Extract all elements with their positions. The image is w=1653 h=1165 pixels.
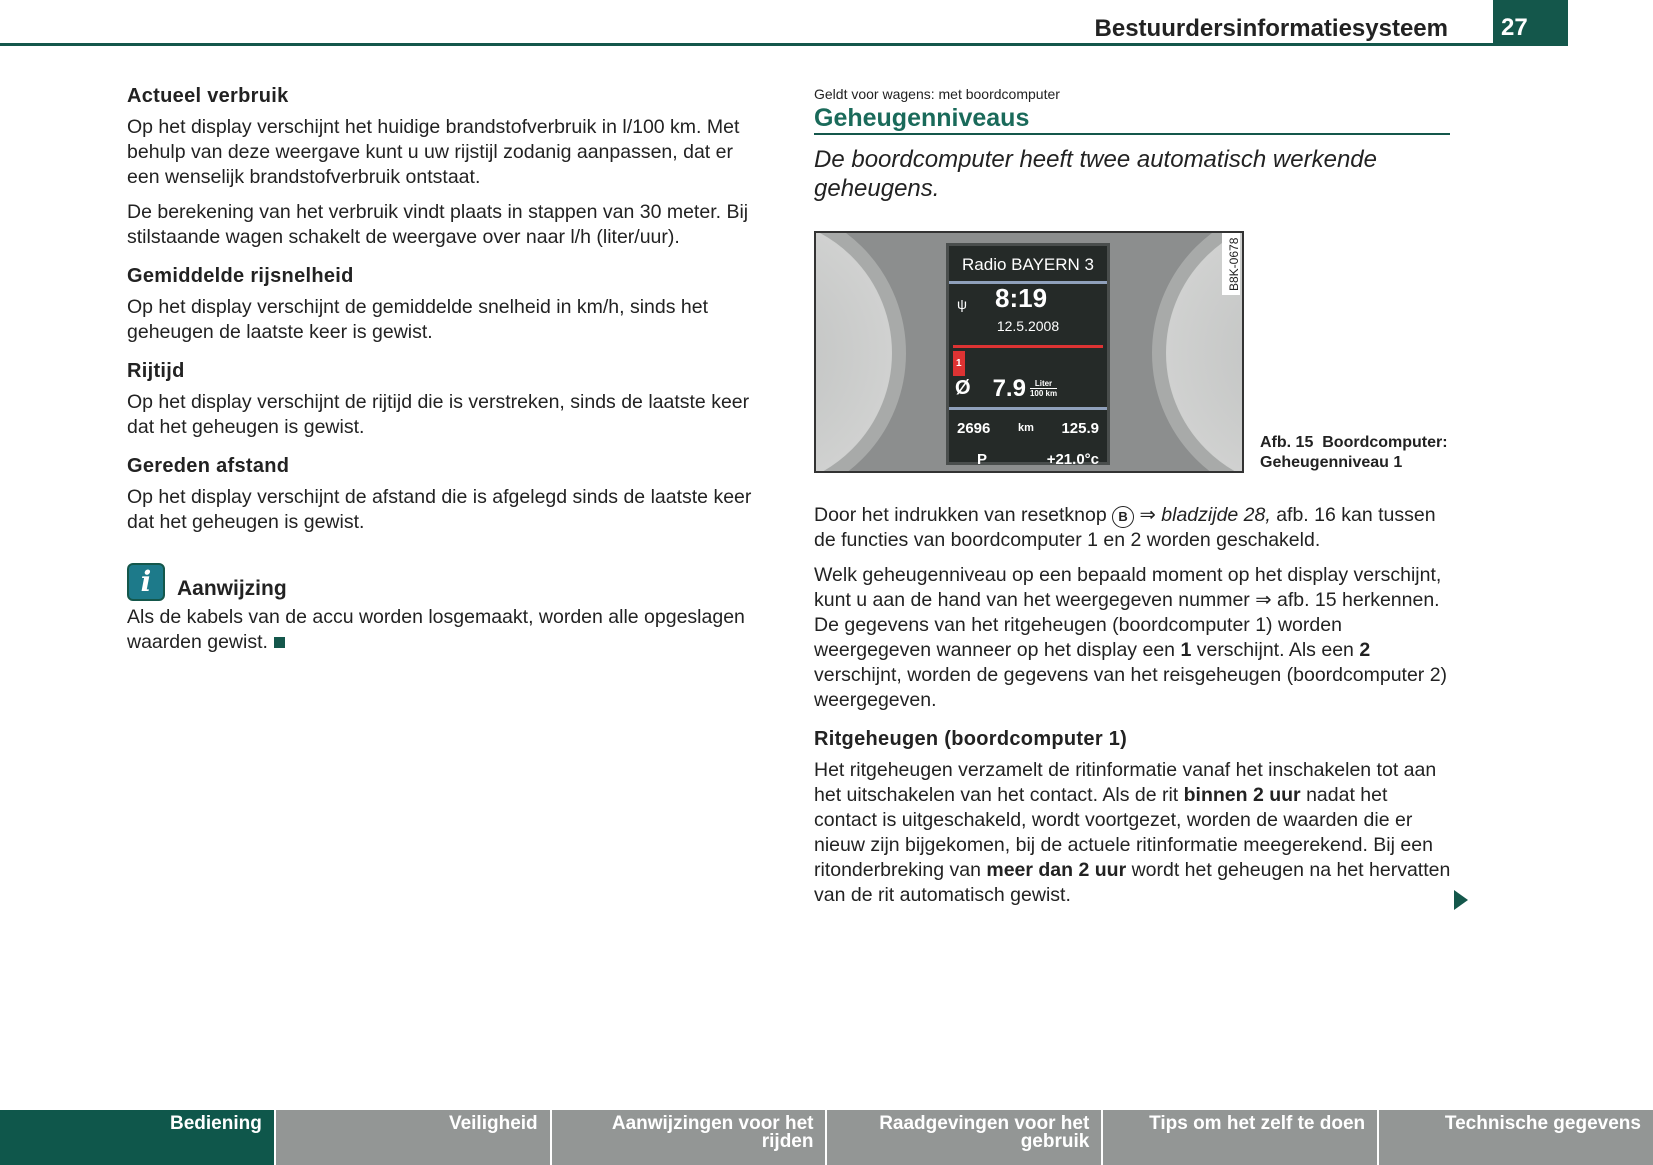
antenna-icon: ψ: [957, 296, 967, 312]
odometer-unit: km: [1017, 422, 1034, 434]
text: Het ritgeheugen verzamelt de ritinformatie vanaf het inschakelen tot aan het uitschakelen van het contact. Als de rit: [814, 759, 1437, 806]
odometer: 2696: [957, 420, 991, 437]
continue-arrow-icon: [1454, 890, 1468, 910]
paragraph: [814, 563, 1454, 713]
trip-value: 125.9: [1061, 420, 1099, 437]
driver-info-display: [946, 243, 1110, 468]
figure: [814, 231, 1454, 473]
text: Door het indrukken van resetknop: [814, 504, 1107, 526]
clock: 8:19: [995, 283, 1048, 313]
tab-raadgevingen[interactable]: Raadgevingen voor het gebruik: [825, 1110, 1101, 1165]
text: nadat het contact is uitgeschakeld, wordt voortgezet, worden de waarden die er nieuw zijn bijgekomen, bij de actuele ritinformatie meegerekend. Bij een ritonderbreking van: [814, 784, 1433, 881]
text: wordt het geheugen na het hervatten van de rit automatisch gewist.: [814, 859, 1451, 906]
section-heading: Gereden afstand: [127, 455, 290, 477]
section-heading: Actueel verbruik: [127, 85, 289, 107]
text: verschijnt. Als een: [1196, 639, 1354, 661]
memory-badge: 1: [953, 351, 965, 376]
paragraph: [814, 503, 1454, 553]
figure-caption: [1260, 433, 1450, 473]
bold-text: 2: [1359, 639, 1371, 661]
bold-text: 1: [1180, 639, 1192, 661]
bold-text: binnen 2 uur: [1183, 784, 1301, 806]
radio-station: Radio BAYERN 3: [949, 246, 1107, 284]
figure-id: B8K-0678: [1222, 233, 1240, 295]
note-body: Als de kabels van de accu worden losgemaakt, worden alle opgeslagen waarden gewist.: [127, 606, 745, 653]
section-heading: Ritgeheugen (boordcomputer 1): [814, 728, 1128, 750]
gear: P: [977, 451, 988, 468]
tab-bediening[interactable]: Bediening: [0, 1110, 274, 1165]
caption-text: Boordcomputer: Geheugenniveau 1: [1260, 434, 1448, 471]
reset-button-symbol: B: [1112, 506, 1134, 528]
section-heading: Rijtijd: [127, 360, 185, 382]
page-number: 27: [1493, 0, 1568, 46]
paragraph: Op het display verschijnt de gemiddelde snelheid in km/h, sinds het geheugen de laatste keer is gewist.: [127, 296, 708, 343]
end-square-icon: [274, 637, 285, 648]
text: afb. 16 kan tussen de functies van boordcomputer 1 en 2 worden geschakeld.: [814, 504, 1436, 551]
unit-top: Liter: [1030, 379, 1057, 389]
memory-bar: [953, 345, 1103, 348]
caption-number: Afb. 15: [1260, 434, 1314, 451]
tab-tips[interactable]: Tips om het zelf te doen: [1101, 1110, 1377, 1165]
chapter-tabs: [0, 1110, 1653, 1165]
tab-technische-gegevens[interactable]: Technische gegevens: [1377, 1110, 1653, 1165]
page-reference[interactable]: bladzijde 28,: [1161, 504, 1271, 526]
lead-text: De boordcomputer heeft twee automatisch werkende geheugens.: [814, 146, 1377, 202]
note-text: [127, 605, 767, 655]
text: Welk geheugenniveau op een bepaald moment op het display verschijnt, kunt u aan de hand van het weergegeven nummer ⇒ afb. 15 herkennen. De gegevens van het ritgeheugen (boordcomputer 1) worden weergegeven wanneer op het display een: [814, 564, 1442, 661]
paragraph: Op het display verschijnt de afstand die is afgelegd sinds de laatste keer dat het geheugen is gewist.: [127, 486, 752, 533]
temperature: +21.0°c: [1046, 451, 1099, 468]
date: 12.5.2008: [996, 318, 1060, 334]
section-heading: Gemiddelde rijsnelheid: [127, 265, 354, 287]
paragraph: Op het display verschijnt de rijtijd die is verstreken, sinds de laatste keer dat het geheugen is gewist.: [127, 391, 750, 438]
applies-to: Geldt voor wagens: met boordcomputer: [814, 86, 1060, 102]
tab-aanwijzingen[interactable]: Aanwijzingen voor het rijden: [550, 1110, 826, 1165]
unit-bottom: 100 km: [1029, 389, 1058, 398]
consumption-value: 7.9: [992, 375, 1026, 402]
paragraph: De berekening van het verbruik vindt plaats in stappen van 30 meter. Bij stilstaande wagen schakelt de weergave over naar l/h (liter/uur).: [127, 201, 749, 248]
header-rule: [0, 43, 1568, 46]
info-icon: i: [127, 563, 165, 601]
tab-veiligheid[interactable]: Veiligheid: [274, 1110, 550, 1165]
chapter-title: Bestuurdersinformatiesysteem: [1094, 15, 1448, 42]
instrument-cluster-image: [814, 231, 1244, 473]
note-title: Aanwijzing: [177, 577, 287, 600]
left-gauge: [814, 231, 906, 473]
note-header: [127, 563, 767, 601]
arrow-symbol: ⇒: [1139, 504, 1156, 526]
right-column: [814, 86, 1454, 918]
section-title: Geheugenniveaus: [814, 106, 1450, 135]
text: verschijnt, worden de gegevens van het reisgeheugen (boordcomputer 2) weergegeven.: [814, 664, 1448, 711]
bold-text: meer dan 2 uur: [986, 859, 1127, 881]
left-column: [127, 84, 767, 665]
paragraph: [814, 758, 1454, 908]
paragraph: Op het display verschijnt het huidige brandstofverbruik in l/100 km. Met behulp van deze weergave kunt u uw rijstijl zodanig aanpassen, dat er een wenselijk brandstofverbruik ontstaat.: [127, 116, 740, 188]
average-symbol: Ø: [955, 377, 971, 399]
